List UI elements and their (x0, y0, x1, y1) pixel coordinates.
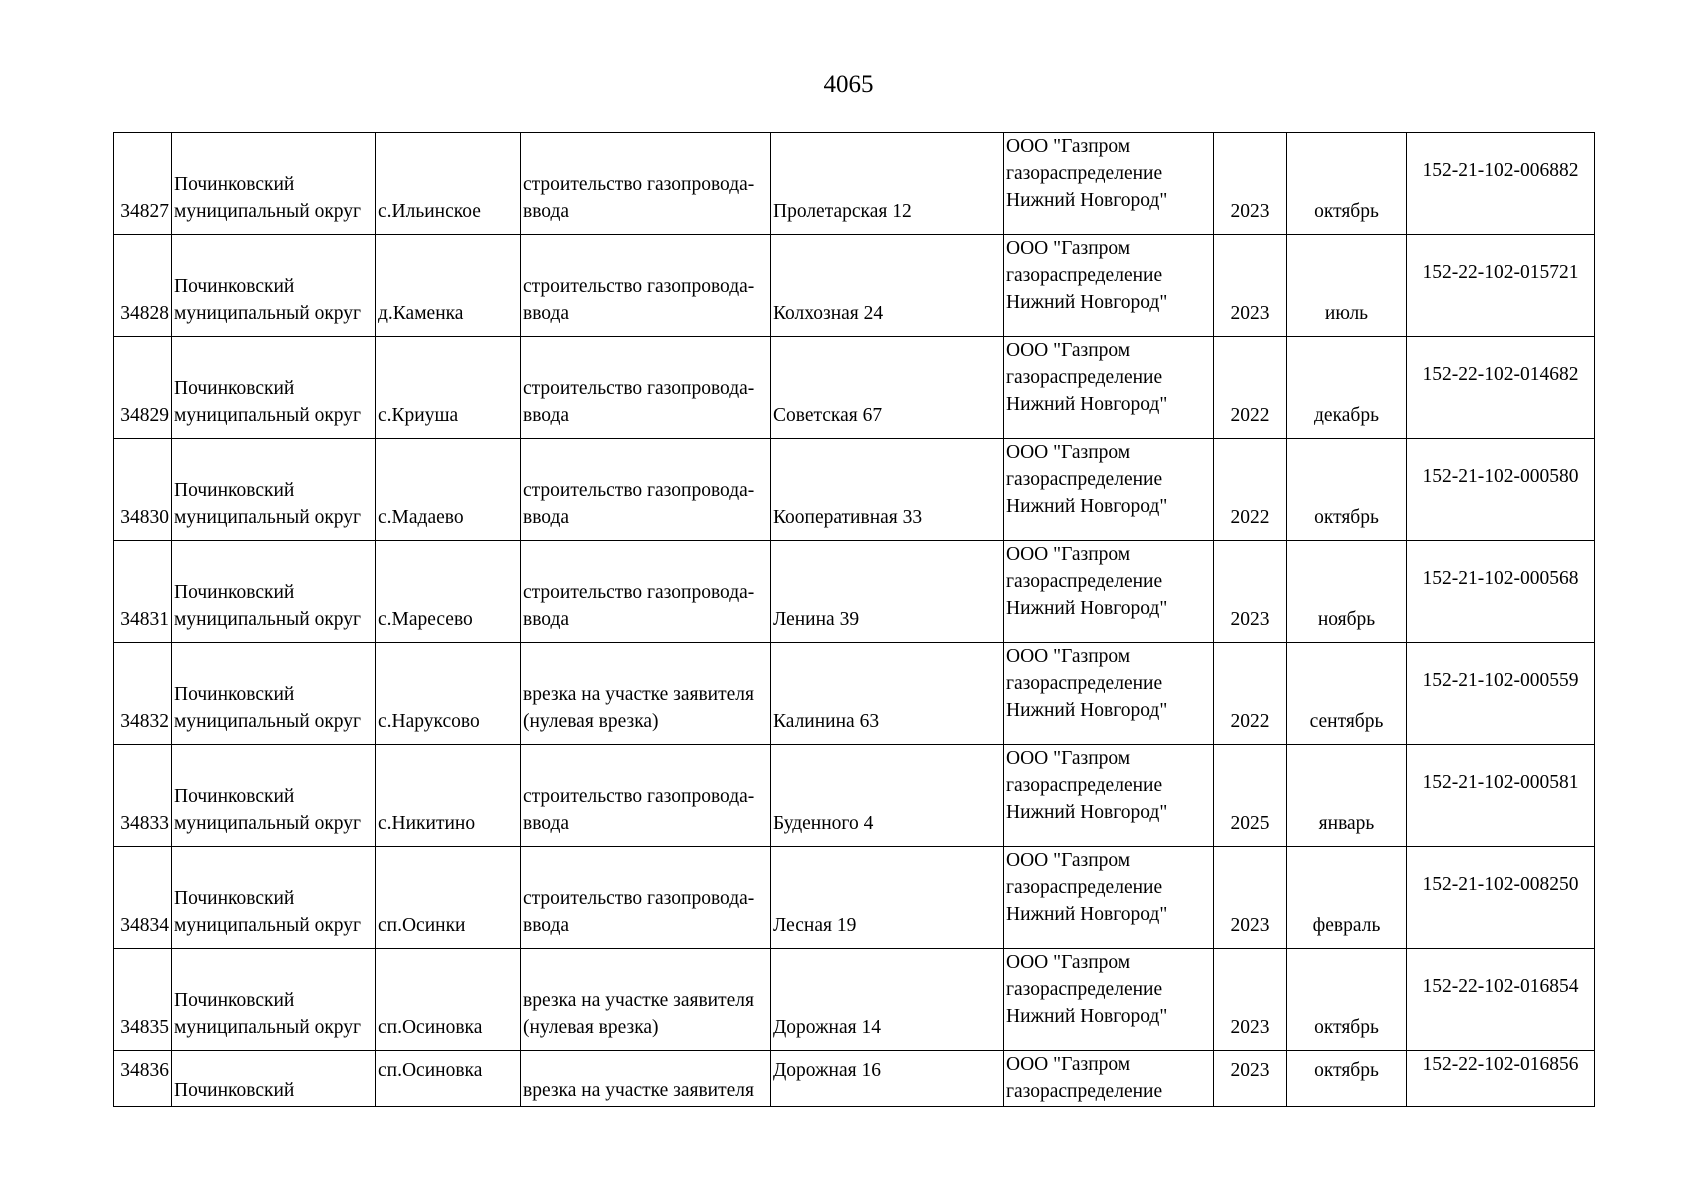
cell-address: Кооперативная 33 (771, 439, 1004, 541)
cell-month: сентябрь (1287, 643, 1407, 745)
cell-address: Ленина 39 (771, 541, 1004, 643)
table-row (114, 643, 1595, 745)
cell-month: февраль (1287, 847, 1407, 949)
cell-work-type: строительство газопровода- ввода (521, 745, 771, 847)
cell-settlement: сп.Осиновка (376, 949, 521, 1051)
gas-connection-registry-table (113, 132, 1595, 1107)
cell-settlement: д.Каменка (376, 235, 521, 337)
cell-year: 2023 (1214, 949, 1287, 1051)
cell-month: июль (1287, 235, 1407, 337)
page-number: 4065 (823, 71, 874, 98)
cell-organization: ООО "Газпром газораспределение Нижний Новгород" (1004, 337, 1214, 439)
cell-number: 34836 (114, 1051, 172, 1107)
cell-month: октябрь (1287, 439, 1407, 541)
cell-settlement: с.Мадаево (376, 439, 521, 541)
table-row (114, 949, 1595, 1051)
cell-district: Починковский муниципальный округ (172, 337, 376, 439)
cell-year: 2022 (1214, 439, 1287, 541)
cell-number: 34827 (114, 133, 172, 235)
cell-address: Дорожная 14 (771, 949, 1004, 1051)
cell-code: 152-21-102-006882 (1407, 133, 1595, 235)
cell-number: 34832 (114, 643, 172, 745)
cell-organization: ООО "Газпром газораспределение Нижний Новгород" (1004, 133, 1214, 235)
cell-organization: ООО "Газпром газораспределение Нижний Новгород" (1004, 949, 1214, 1051)
cell-address: Колхозная 24 (771, 235, 1004, 337)
cell-address: Лесная 19 (771, 847, 1004, 949)
cell-district: Починковский муниципальный округ (172, 235, 376, 337)
cell-code: 152-22-102-014682 (1407, 337, 1595, 439)
table-row (114, 847, 1595, 949)
cell-year: 2023 (1214, 133, 1287, 235)
cell-work-type: врезка на участке заявителя (нулевая врезка) (521, 949, 771, 1051)
cell-code: 152-22-102-015721 (1407, 235, 1595, 337)
cell-month: ноябрь (1287, 541, 1407, 643)
cell-address: Буденного 4 (771, 745, 1004, 847)
table-body (114, 133, 1595, 1107)
table-row (114, 235, 1595, 337)
table-row (114, 541, 1595, 643)
cell-work-type: строительство газопровода- ввода (521, 235, 771, 337)
table-row (114, 337, 1595, 439)
cell-address: Калинина 63 (771, 643, 1004, 745)
cell-work-type: строительство газопровода- ввода (521, 337, 771, 439)
cell-number: 34835 (114, 949, 172, 1051)
cell-address: Дорожная 16 (771, 1051, 1004, 1107)
cell-settlement: с.Маресево (376, 541, 521, 643)
cell-year: 2025 (1214, 745, 1287, 847)
cell-number: 34830 (114, 439, 172, 541)
table-row (114, 439, 1595, 541)
cell-settlement: с.Криуша (376, 337, 521, 439)
cell-organization: ООО "Газпром газораспределение Нижний Новгород" (1004, 439, 1214, 541)
cell-organization: ООО "Газпром газораспределение Нижний Новгород" (1004, 847, 1214, 949)
cell-settlement: с.Наруксово (376, 643, 521, 745)
cell-code: 152-21-102-000580 (1407, 439, 1595, 541)
cell-district: Починковский (172, 1051, 376, 1107)
cell-number: 34831 (114, 541, 172, 643)
cell-year: 2023 (1214, 1051, 1287, 1107)
cell-year: 2022 (1214, 643, 1287, 745)
cell-organization: ООО "Газпром газораспределение Нижний Новгород" (1004, 745, 1214, 847)
cell-address: Советская 67 (771, 337, 1004, 439)
cell-code: 152-22-102-016856 (1407, 1051, 1595, 1107)
cell-district: Починковский муниципальный округ (172, 541, 376, 643)
cell-month: декабрь (1287, 337, 1407, 439)
cell-address: Пролетарская 12 (771, 133, 1004, 235)
table-row (114, 1051, 1595, 1107)
cell-code: 152-21-102-008250 (1407, 847, 1595, 949)
cell-month: октябрь (1287, 1051, 1407, 1107)
cell-work-type: строительство газопровода- ввода (521, 847, 771, 949)
cell-work-type: врезка на участке заявителя (нулевая врезка) (521, 643, 771, 745)
cell-number: 34828 (114, 235, 172, 337)
cell-organization: ООО "Газпром газораспределение Нижний Новгород" (1004, 235, 1214, 337)
cell-organization: ООО "Газпром газораспределение (1004, 1051, 1214, 1107)
cell-code: 152-22-102-016854 (1407, 949, 1595, 1051)
cell-district: Починковский муниципальный округ (172, 643, 376, 745)
cell-district: Починковский муниципальный округ (172, 949, 376, 1051)
cell-settlement: сп.Осинки (376, 847, 521, 949)
cell-number: 34834 (114, 847, 172, 949)
cell-number: 34833 (114, 745, 172, 847)
cell-district: Починковский муниципальный округ (172, 847, 376, 949)
cell-work-type: строительство газопровода- ввода (521, 133, 771, 235)
cell-district: Починковский муниципальный округ (172, 133, 376, 235)
cell-year: 2023 (1214, 847, 1287, 949)
cell-year: 2023 (1214, 235, 1287, 337)
table-row (114, 745, 1595, 847)
cell-work-type: строительство газопровода- ввода (521, 541, 771, 643)
cell-settlement: с.Ильинское (376, 133, 521, 235)
cell-month: октябрь (1287, 949, 1407, 1051)
table-row (114, 133, 1595, 235)
cell-month: январь (1287, 745, 1407, 847)
cell-settlement: сп.Осиновка (376, 1051, 521, 1107)
cell-district: Починковский муниципальный округ (172, 745, 376, 847)
cell-district: Починковский муниципальный округ (172, 439, 376, 541)
cell-number: 34829 (114, 337, 172, 439)
cell-code: 152-21-102-000568 (1407, 541, 1595, 643)
cell-work-type: строительство газопровода- ввода (521, 439, 771, 541)
cell-code: 152-21-102-000559 (1407, 643, 1595, 745)
cell-year: 2023 (1214, 541, 1287, 643)
cell-month: октябрь (1287, 133, 1407, 235)
cell-work-type: врезка на участке заявителя (521, 1051, 771, 1107)
cell-code: 152-21-102-000581 (1407, 745, 1595, 847)
cell-year: 2022 (1214, 337, 1287, 439)
cell-settlement: с.Никитино (376, 745, 521, 847)
cell-organization: ООО "Газпром газораспределение Нижний Новгород" (1004, 541, 1214, 643)
cell-organization: ООО "Газпром газораспределение Нижний Новгород" (1004, 643, 1214, 745)
